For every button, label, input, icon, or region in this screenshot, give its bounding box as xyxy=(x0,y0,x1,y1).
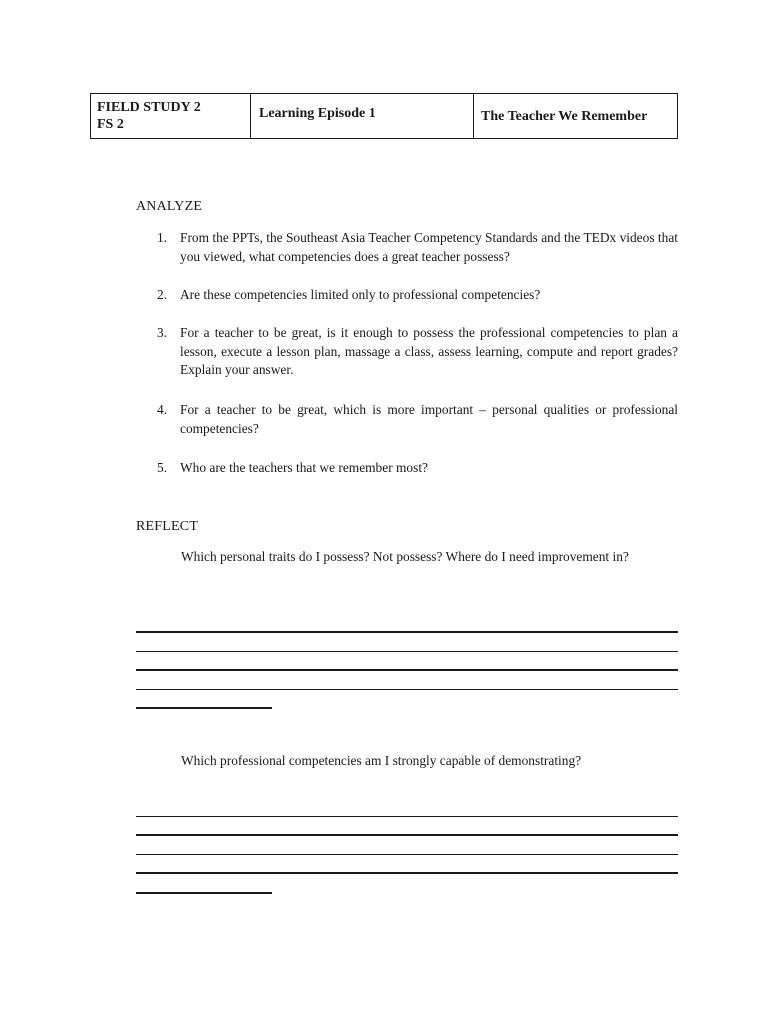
answer-line[interactable] xyxy=(136,651,678,652)
topic-title: The Teacher We Remember xyxy=(481,108,648,124)
question-text: Who are the teachers that we remember most? xyxy=(180,460,428,475)
analyze-heading: ANALYZE xyxy=(136,199,203,214)
question-number: 2. xyxy=(157,287,168,302)
topic-cell xyxy=(474,94,677,138)
answer-line-short[interactable] xyxy=(136,707,272,709)
question-item-2 xyxy=(136,286,678,305)
answer-line-short[interactable] xyxy=(136,892,272,894)
question-number: 3. xyxy=(157,325,168,340)
question-item-5 xyxy=(136,459,678,478)
question-number: 1. xyxy=(157,230,168,245)
question-text: For a teacher to be great, is it enough to possess the professional competencies to plan a lesson, execute a lesson plan, massage a class, assess learning, compute and report grades? Explain your answer. xyxy=(180,325,678,377)
question-text: Are these competencies limited only to professional competencies? xyxy=(180,287,541,302)
answer-line[interactable] xyxy=(136,816,678,817)
header-table xyxy=(90,93,678,139)
episode-title: Learning Episode 1 xyxy=(259,106,376,121)
answer-line[interactable] xyxy=(136,834,678,836)
question-number: 4. xyxy=(157,402,168,417)
question-text: From the PPTs, the Southeast Asia Teacher Competency Standards and the TEDx videos that you viewed, what competencies does a great teacher possess? xyxy=(180,230,678,264)
answer-line[interactable] xyxy=(136,669,678,671)
reflect-prompt-competencies: Which professional competencies am I strongly capable of demonstrating? xyxy=(181,753,582,768)
answer-line[interactable] xyxy=(136,854,678,855)
episode-cell xyxy=(251,94,474,138)
answer-line[interactable] xyxy=(136,689,678,690)
question-text: For a teacher to be great, which is more important – personal qualities or professional competencies? xyxy=(180,402,678,436)
answer-line[interactable] xyxy=(136,872,678,874)
question-item-1 xyxy=(136,229,678,266)
course-code: FS 2 xyxy=(97,117,124,132)
course-cell xyxy=(91,94,251,138)
answer-line[interactable] xyxy=(136,631,678,633)
reflect-heading: REFLECT xyxy=(136,519,199,534)
question-item-4 xyxy=(136,401,678,438)
course-title: FIELD STUDY 2 xyxy=(97,100,201,115)
reflect-prompt-personal-traits: Which personal traits do I possess? Not possess? Where do I need improvement in? xyxy=(181,549,629,564)
question-item-3 xyxy=(136,324,678,380)
question-number: 5. xyxy=(157,460,168,475)
